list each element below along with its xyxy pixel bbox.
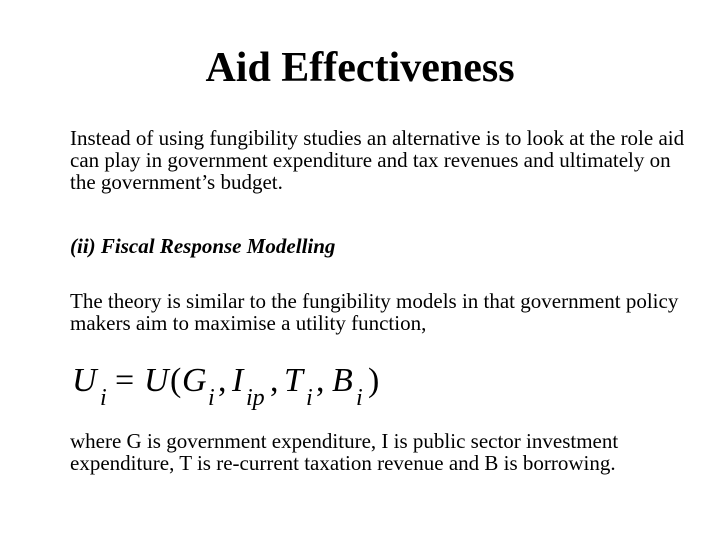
eq-b-subscript: i: [356, 385, 363, 411]
eq-b: B: [332, 362, 353, 399]
eq-g-subscript: i: [208, 385, 215, 411]
eq-comma-3: ,: [316, 362, 325, 399]
eq-comma-2: ,: [270, 362, 279, 399]
eq-u2: U: [144, 362, 169, 399]
eq-close-paren: ): [368, 362, 380, 399]
eq-i-subscript: ip: [246, 385, 265, 411]
eq-u-subscript: i: [100, 385, 107, 411]
intro-paragraph: Instead of using fungibility studies an alternative is to look at the role aid can play in government expenditure and tax revenues and ultimately on the government’s budget.: [70, 126, 685, 194]
eq-open-paren: (: [170, 362, 182, 399]
eq-u: U: [72, 362, 97, 399]
section-heading: (ii) Fiscal Response Modelling: [70, 234, 336, 258]
eq-t: T: [284, 362, 303, 399]
eq-equals: =: [115, 362, 135, 399]
definitions-paragraph: where G is government expenditure, I is public sector investment expenditure, T is re-current taxation revenue and B is borrowing.: [70, 429, 619, 475]
utility-equation: [70, 355, 410, 415]
theory-paragraph: The theory is similar to the fungibility models in that government policy makers aim to maximise a utility function,: [70, 289, 679, 335]
eq-comma-1: ,: [218, 362, 227, 399]
eq-g: G: [182, 362, 207, 399]
eq-i: I: [232, 362, 244, 399]
eq-t-subscript: i: [306, 385, 313, 411]
slide-title: Aid Effectiveness: [205, 45, 515, 91]
